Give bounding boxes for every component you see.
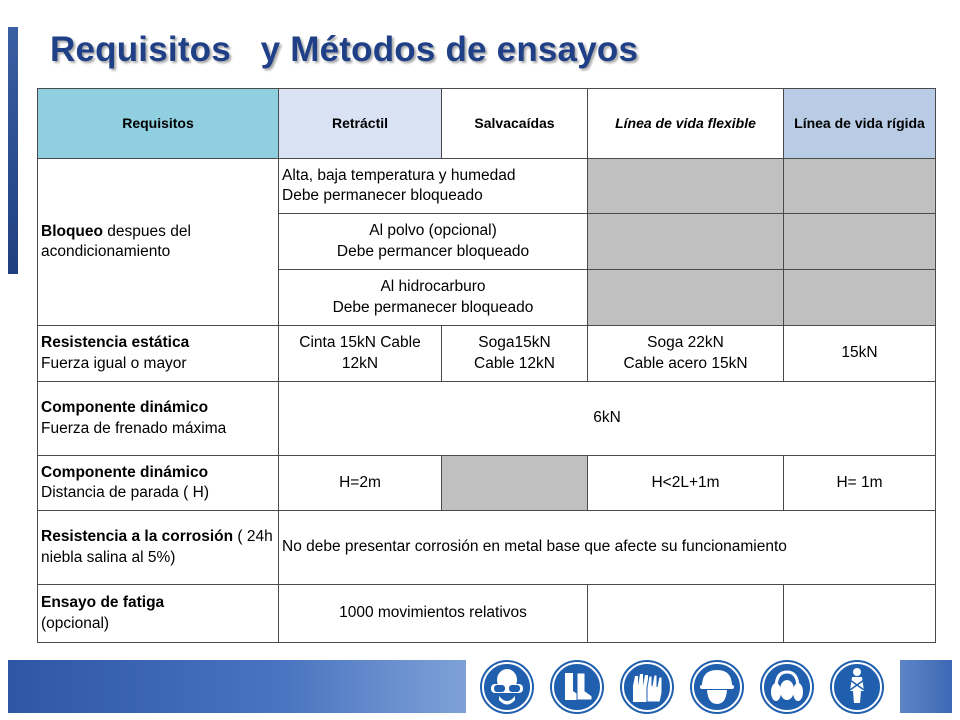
bloqueo-label-bold: Bloqueo xyxy=(41,222,103,240)
corrosion-label xyxy=(38,511,279,585)
condition-line1: Al polvo (opcional) xyxy=(369,222,497,240)
estatica-rigida: 15kN xyxy=(784,326,936,382)
gray-cell xyxy=(588,270,784,326)
corrosion-value: No debe presentar corrosión en metal base que afecte su funcionamiento xyxy=(279,511,936,585)
fatiga-label-bold: Ensayo de fatiga xyxy=(41,594,165,612)
gloves-icon xyxy=(620,660,674,714)
condition-line2: Debe permanecer bloqueado xyxy=(332,298,534,316)
table-row xyxy=(38,511,936,585)
fatiga-label-rest: (opcional) xyxy=(41,614,110,632)
empty-cell xyxy=(784,585,936,643)
gray-cell xyxy=(588,159,784,214)
gray-cell xyxy=(588,214,784,270)
gray-cell xyxy=(784,159,936,214)
header-retractil: Retráctil xyxy=(279,89,442,159)
page-title: Requisitos y Métodos de ensayos xyxy=(50,30,639,69)
fatiga-label xyxy=(38,585,279,643)
estatica-flexible-line1: Soga 22kN xyxy=(647,334,724,352)
header-requisitos: Requisitos xyxy=(38,89,279,159)
table-row xyxy=(38,456,936,511)
condition-line1: Alta, baja temperatura y humedad xyxy=(282,166,516,184)
table-row xyxy=(38,326,936,382)
distancia-flexible: H<2L+1m xyxy=(588,456,784,511)
requirements-table xyxy=(37,88,936,643)
estatica-salvacaidas xyxy=(442,326,588,382)
distancia-retractil: H=2m xyxy=(279,456,442,511)
left-accent-bar xyxy=(8,27,18,274)
bloqueo-label-rest: despues del acondicionamiento xyxy=(41,222,191,260)
estatica-label-bold: Resistencia estática xyxy=(41,334,190,352)
corrosion-label-rest: ( 24h niebla salina al 5%) xyxy=(41,528,273,566)
dinamico-fuerza-label-rest: Fuerza de frenado máxima xyxy=(41,419,227,437)
harness-icon xyxy=(830,660,884,714)
gray-cell xyxy=(442,456,588,511)
dinamico-distancia-label-rest: Distancia de parada ( H) xyxy=(41,484,209,501)
empty-cell xyxy=(588,585,784,643)
header-salvacaidas: Salvacaídas xyxy=(442,89,588,159)
estatica-label-rest: Fuerza igual o mayor xyxy=(41,354,187,372)
bloqueo-condition-polvo xyxy=(279,214,588,270)
estatica-retractil: Cinta 15kN Cable 12kN xyxy=(279,326,442,382)
estatica-salvacaidas-line2: Cable 12kN xyxy=(474,354,555,372)
fatiga-value: 1000 movimientos relativos xyxy=(279,585,588,643)
dinamico-fuerza-value: 6kN xyxy=(279,382,936,456)
condition-line2: Debe permanecer bloqueado xyxy=(282,187,483,204)
bloqueo-label xyxy=(38,159,279,326)
footer xyxy=(8,660,952,713)
dinamico-distancia-label xyxy=(38,456,279,511)
estatica-label xyxy=(38,326,279,382)
gray-cell xyxy=(784,270,936,326)
bloqueo-condition-hidrocarburo xyxy=(279,270,588,326)
footer-band-left xyxy=(8,660,466,713)
table-row xyxy=(38,159,936,214)
fatiga-label-bold-line xyxy=(41,593,275,613)
estatica-salvacaidas-line1: Soga15kN xyxy=(478,334,551,352)
boots-icon xyxy=(550,660,604,714)
header-linea-rigida: Línea de vida rígida xyxy=(784,89,936,159)
goggles-icon xyxy=(480,660,534,714)
dinamico-fuerza-label xyxy=(38,382,279,456)
header-linea-flexible: Línea de vida flexible xyxy=(588,89,784,159)
ppe-icons xyxy=(480,660,884,713)
estatica-flexible-line2: Cable acero 15kN xyxy=(623,354,748,372)
table-header-row xyxy=(38,89,936,159)
condition-line1: Al hidrocarburo xyxy=(380,278,486,296)
table-row xyxy=(38,585,936,643)
footer-band-right xyxy=(900,660,952,713)
ear-protection-icon xyxy=(760,660,814,714)
dinamico-fuerza-label-bold: Componente dinámico xyxy=(41,399,209,417)
bloqueo-condition-temperature xyxy=(279,159,588,214)
condition-line2: Debe permancer bloqueado xyxy=(336,242,530,260)
dinamico-distancia-label-bold: Componente dinámico xyxy=(41,463,209,481)
corrosion-label-bold: Resistencia a la corrosión xyxy=(41,528,234,546)
gray-cell xyxy=(784,214,936,270)
table-row xyxy=(38,382,936,456)
distancia-rigida: H= 1m xyxy=(784,456,936,511)
helmet-icon xyxy=(690,660,744,714)
estatica-flexible xyxy=(588,326,784,382)
